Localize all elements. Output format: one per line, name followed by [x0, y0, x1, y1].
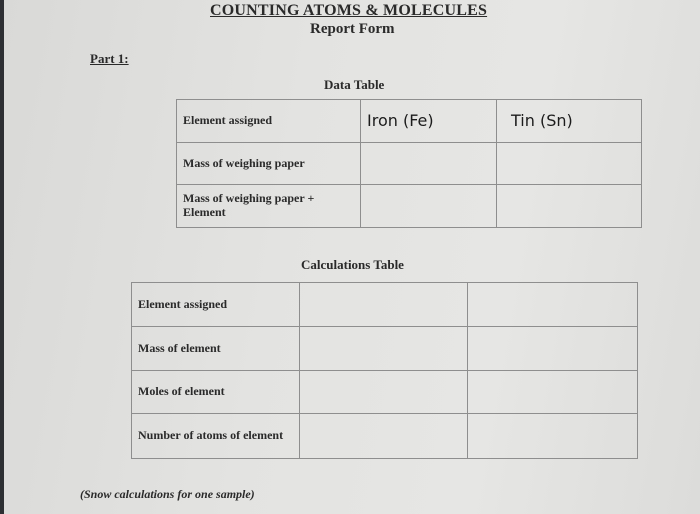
- table-row: [132, 327, 638, 371]
- row-label: Moles of element: [132, 371, 300, 414]
- table-cell: Iron (Fe): [361, 100, 497, 143]
- table-cell: [300, 327, 468, 371]
- data-table: [176, 99, 642, 228]
- table-row: [132, 371, 638, 414]
- row-label: Element assigned: [132, 283, 300, 327]
- table-cell: [300, 283, 468, 327]
- table-cell: [497, 143, 642, 185]
- page-subtitle: Report Form: [310, 21, 395, 37]
- table-cell: Tin (Sn): [497, 100, 642, 143]
- calc-table-caption: Calculations Table: [301, 257, 404, 272]
- footnote: (Snow calculations for one sample): [80, 487, 255, 501]
- table-row: [177, 100, 642, 143]
- table-row: [132, 283, 638, 327]
- data-table-caption: Data Table: [324, 77, 385, 92]
- table-cell: [300, 371, 468, 414]
- calculations-table: [131, 282, 638, 459]
- table-row: [177, 185, 642, 228]
- table-cell: [468, 414, 638, 459]
- table-row: [132, 414, 638, 459]
- table-cell: [361, 143, 497, 185]
- table-row: [177, 143, 642, 185]
- table-cell: [468, 327, 638, 371]
- row-label: Mass of weighing paper + Element: [177, 185, 361, 228]
- part-label: Part 1:: [90, 51, 129, 66]
- row-label: Element assigned: [177, 100, 361, 143]
- row-label: Mass of element: [132, 327, 300, 371]
- page-title: COUNTING ATOMS & MOLECULES: [210, 2, 488, 19]
- table-cell: [468, 371, 638, 414]
- row-label: Mass of weighing paper: [177, 143, 361, 185]
- table-cell: [497, 185, 642, 228]
- table-cell: [468, 283, 638, 327]
- worksheet-page: [4, 0, 700, 514]
- table-cell: [300, 414, 468, 459]
- row-label: Number of atoms of element: [132, 414, 300, 459]
- table-cell: [361, 185, 497, 228]
